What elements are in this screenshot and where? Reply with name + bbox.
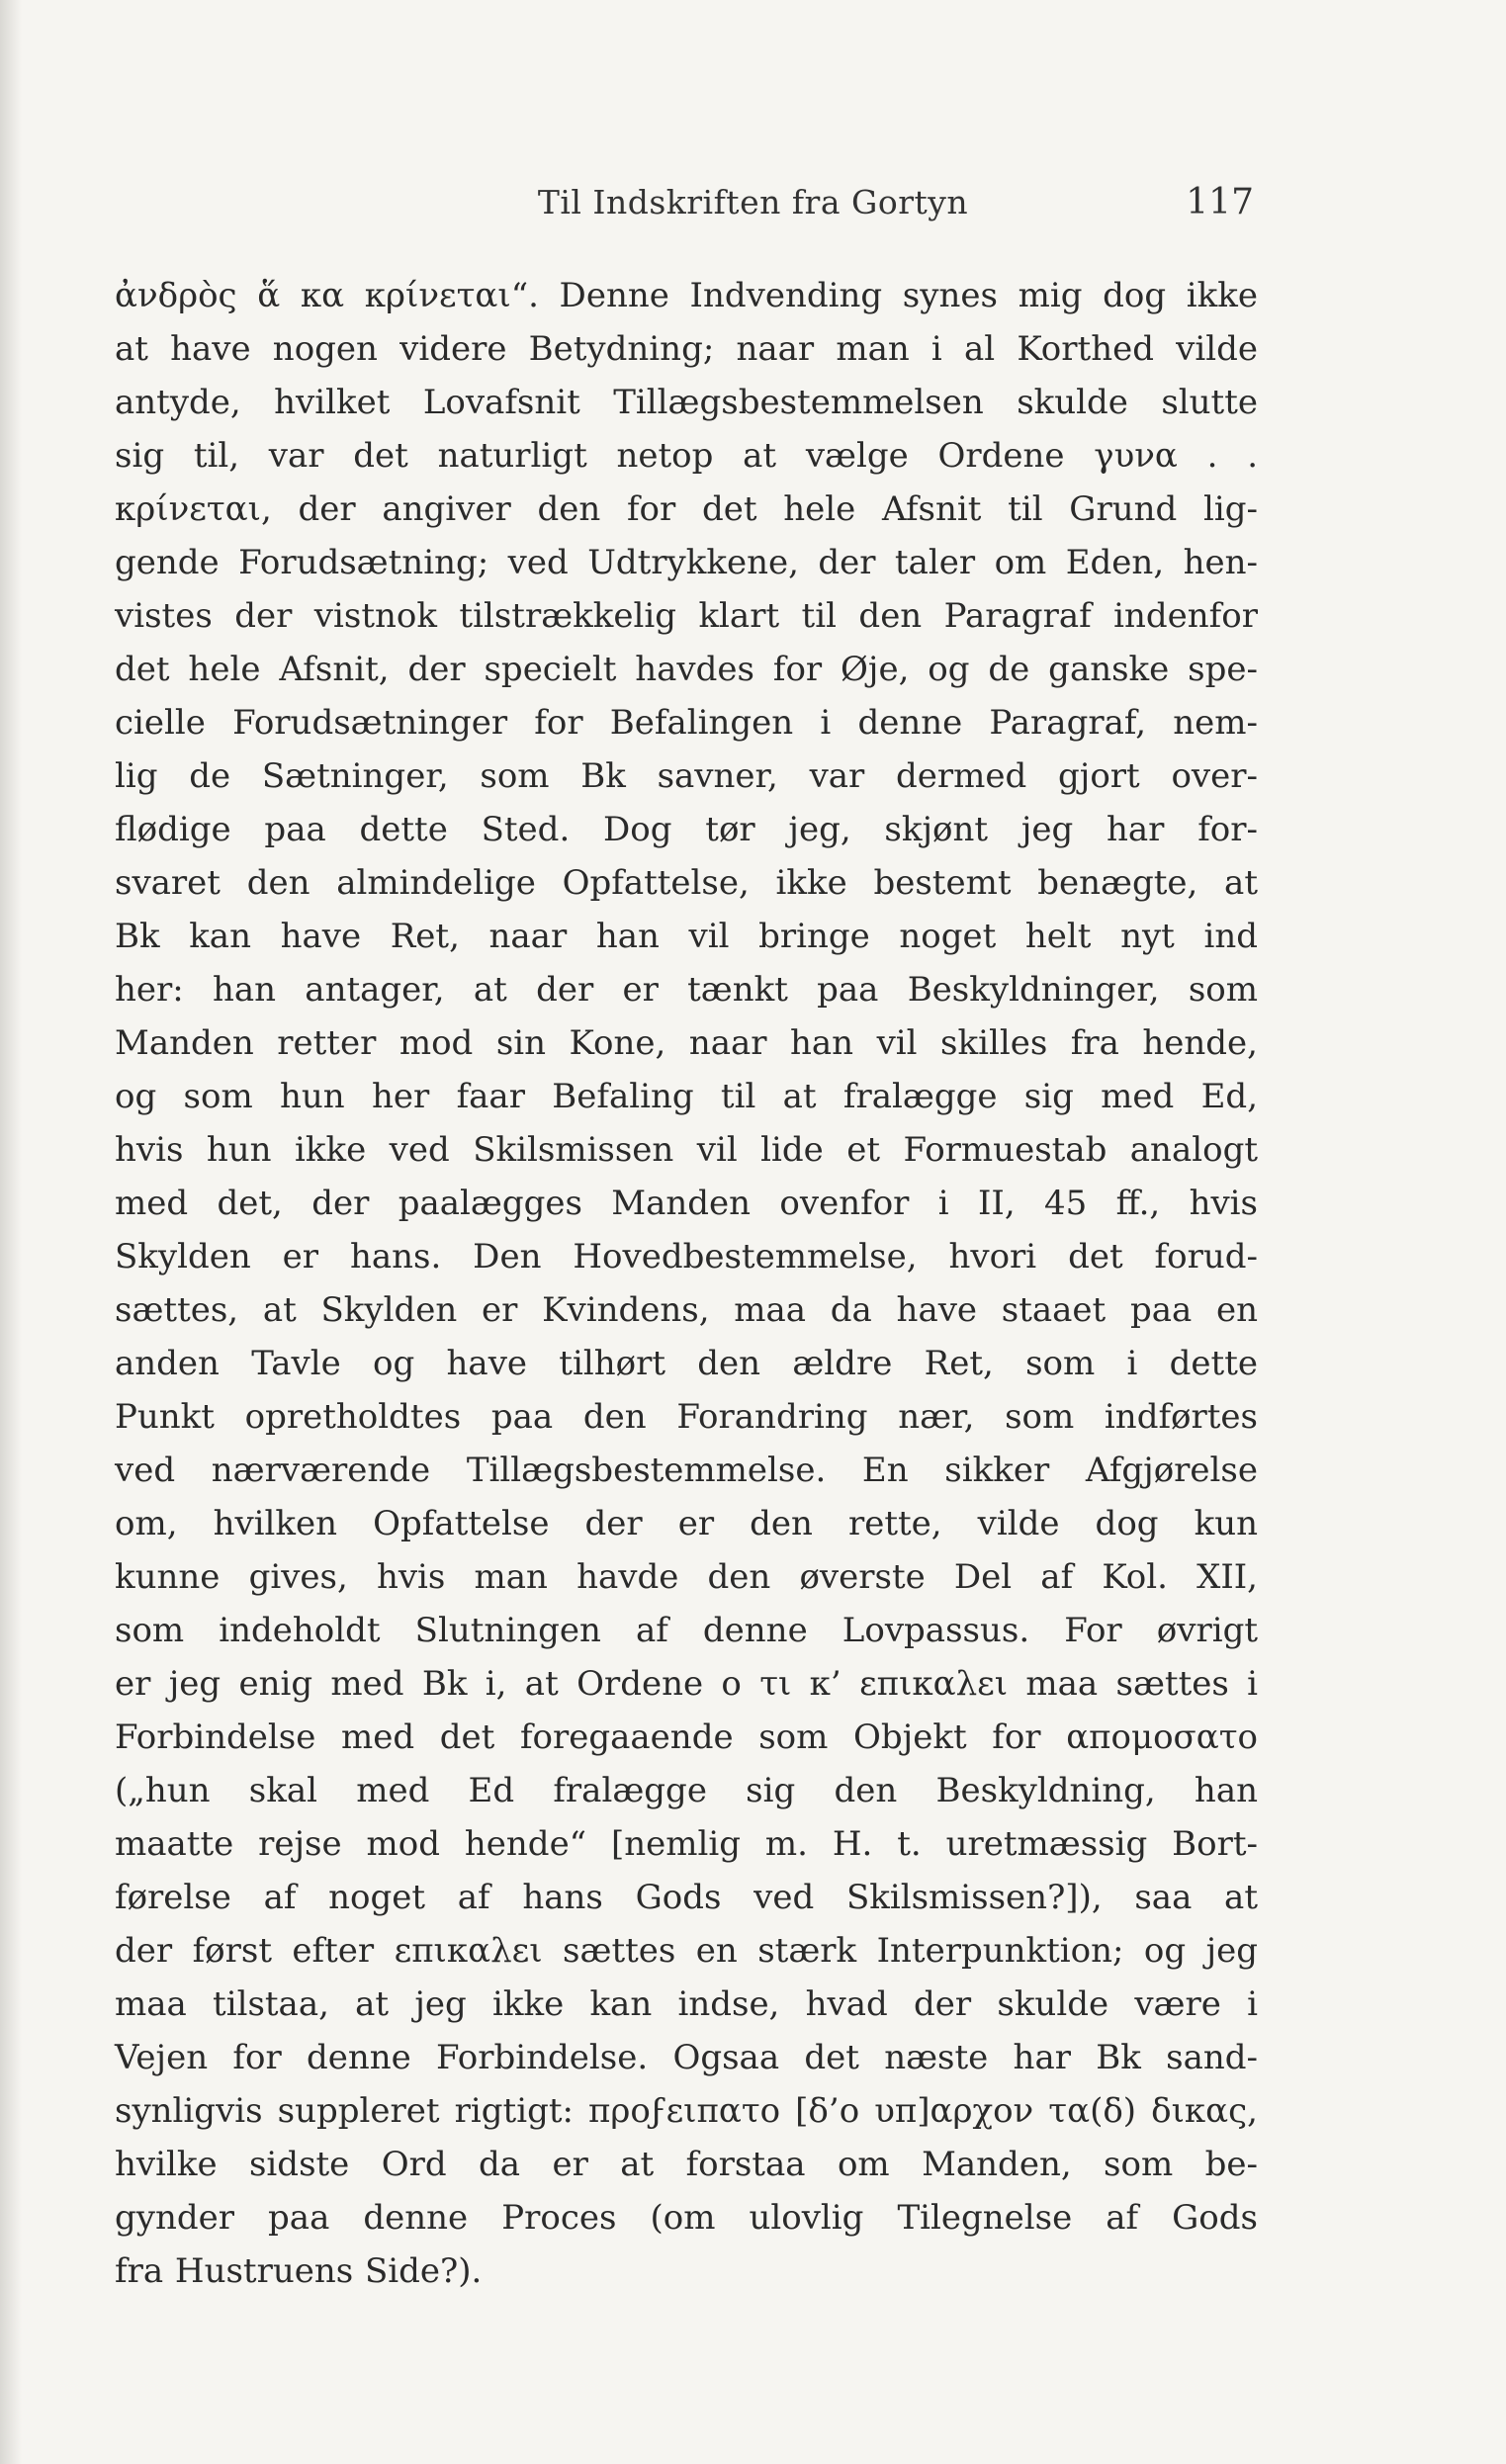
text-line: Bk kan have Ret, naar han vil bringe noget helt nyt ind (115, 917, 1258, 956)
text-line: synligvis suppleret rigtigt: προϝειπατο [δ’ο υπ]αρχον τα(δ) δικας, (115, 2091, 1258, 2131)
text-line: sættes, at Skylden er Kvindens, maa da have staaet paa en (115, 1290, 1258, 1330)
text-line: lig de Sætninger, som Bk savner, var dermed gjort over- (115, 756, 1258, 796)
text-line: („hun skal med Ed fralægge sig den Beskyldning, han (115, 1771, 1258, 1810)
text-line: gynder paa denne Proces (om ulovlig Tilegnelse af Gods (115, 2198, 1258, 2238)
text-line: κρίνεται, der angiver den for det hele Afsnit til Grund lig- (115, 489, 1258, 529)
text-line: der først efter επικαλει sættes en stærk Interpunktion; og jeg (115, 1931, 1258, 1971)
text-line: Forbindelse med det foregaaende som Objekt for απομοσατο (115, 1717, 1258, 1757)
text-line: det hele Afsnit, der specielt havdes for Øje, og de ganske spe- (115, 650, 1258, 689)
text-line: cielle Forudsætninger for Befalingen i denne Paragraf, nem- (115, 703, 1258, 743)
text-line: er jeg enig med Bk i, at Ordene ο τι κ’ επικαλει maa sættes i (115, 1664, 1258, 1704)
text-line: kunne gives, hvis man havde den øverste Del af Kol. XII, (115, 1557, 1258, 1597)
text-line: Vejen for denne Forbindelse. Ogsaa det næste har Bk sand- (115, 2038, 1258, 2077)
text-line: hvis hun ikke ved Skilsmissen vil lide et Formuestab analogt (115, 1130, 1258, 1170)
text-line: svaret den almindelige Opfattelse, ikke bestemt benægte, at (115, 863, 1258, 903)
running-title: Til Indskriften fra Gortyn (537, 183, 969, 221)
text-line: Manden retter mod sin Kone, naar han vil skilles fra hende, (115, 1023, 1258, 1063)
text-line: sig til, var det naturligt netop at vælge Ordene γυνα . . (115, 436, 1258, 476)
text-line: med det, der paalægges Manden ovenfor i II, 45 ff., hvis (115, 1184, 1258, 1223)
text-line: hvilke sidste Ord da er at forstaa om Manden, som be- (115, 2145, 1258, 2184)
text-line: som indeholdt Slutningen af denne Lovpassus. For øvrigt (115, 1611, 1258, 1650)
text-line: at have nogen videre Betydning; naar man i al Korthed vilde (115, 329, 1258, 369)
text-line: ved nærværende Tillægsbestemmelse. En sikker Afgjørelse (115, 1451, 1258, 1490)
text-line: førelse af noget af hans Gods ved Skilsmissen?]), saa at (115, 1878, 1258, 1917)
running-header (0, 178, 1506, 227)
text-line: her: han antager, at der er tænkt paa Beskyldninger, som (115, 970, 1258, 1010)
text-line: Punkt opretholdtes paa den Forandring nær, som indførtes (115, 1397, 1258, 1437)
text-line: Skylden er hans. Den Hovedbestemmelse, hvori det forud- (115, 1237, 1258, 1276)
page-edge-shadow (0, 0, 22, 2464)
text-line: ἀνδρὸς ἅ κα κρίνεται“. Denne Indvending synes mig dog ikke (115, 276, 1258, 315)
text-line: og som hun her faar Befaling til at fralægge sig med Ed, (115, 1077, 1258, 1116)
body-text (115, 269, 1258, 2298)
text-line: om, hvilken Opfattelse der er den rette, vilde dog kun (115, 1504, 1258, 1543)
text-line: gende Forudsætning; ved Udtrykkene, der taler om Eden, hen- (115, 543, 1258, 582)
text-line: antyde, hvilket Lovafsnit Tillægsbestemmelsen skulde slutte (115, 383, 1258, 422)
text-line: flødige paa dette Sted. Dog tør jeg, skjønt jeg har for- (115, 810, 1258, 849)
text-line: maa tilstaa, at jeg ikke kan indse, hvad der skulde være i (115, 1984, 1258, 2024)
text-line: fra Hustruens Side?). (115, 2251, 483, 2291)
text-line: maatte rejse mod hende“ [nemlig m. H. t. uretmæssig Bort- (115, 1824, 1258, 1864)
text-line: anden Tavle og have tilhørt den ældre Ret, som i dette (115, 1344, 1258, 1383)
text-line: vistes der vistnok tilstrækkelig klart til den Paragraf indenfor (115, 596, 1258, 636)
page-number: 117 (1186, 182, 1254, 222)
